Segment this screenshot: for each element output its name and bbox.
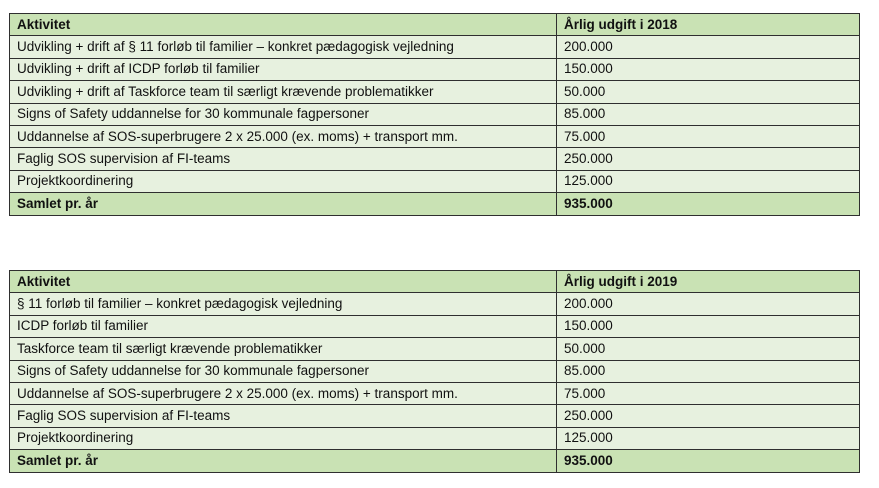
table-row: [10, 427, 860, 449]
table-row: [10, 125, 860, 147]
activity-cell: Udvikling + drift af § 11 forløb til familier – konkret pædagogisk vejledning: [10, 36, 557, 58]
activity-cell: Taskforce team til særligt krævende problematikker: [10, 338, 557, 360]
total-value: 935.000: [557, 450, 860, 472]
cost-cell: 250.000: [557, 148, 860, 170]
table-row: [10, 338, 860, 360]
activity-cell: Faglig SOS supervision af FI-teams: [10, 148, 557, 170]
activity-cell: Udvikling + drift af Taskforce team til særligt krævende problematikker: [10, 81, 557, 103]
table-row: [10, 81, 860, 103]
activity-column-header: Aktivitet: [10, 14, 557, 36]
total-label: Samlet pr. år: [10, 193, 557, 215]
total-label: Samlet pr. år: [10, 450, 557, 472]
table-header-row: [10, 14, 860, 36]
cost-cell: 50.000: [557, 338, 860, 360]
cost-cell: 75.000: [557, 125, 860, 147]
cost-cell: 50.000: [557, 81, 860, 103]
budget-table-2018: [9, 13, 860, 216]
table-row: [10, 170, 860, 192]
cost-cell: 200.000: [557, 293, 860, 315]
cost-cell: 85.000: [557, 360, 860, 382]
activity-cell: ICDP forløb til familier: [10, 315, 557, 337]
activity-cell: Signs of Safety uddannelse for 30 kommunale fagpersoner: [10, 103, 557, 125]
table-total-row: [10, 450, 860, 472]
activity-cell: Uddannelse af SOS-superbrugere 2 x 25.000 (ex. moms) + transport mm.: [10, 382, 557, 404]
table-row: [10, 293, 860, 315]
activity-cell: Faglig SOS supervision af FI-teams: [10, 405, 557, 427]
table-row: [10, 315, 860, 337]
table-row: [10, 405, 860, 427]
activity-cell: Udvikling + drift af ICDP forløb til familier: [10, 58, 557, 80]
table-row: [10, 360, 860, 382]
activity-cell: Uddannelse af SOS-superbrugere 2 x 25.000 (ex. moms) + transport mm.: [10, 125, 557, 147]
table-row: [10, 36, 860, 58]
table-row: [10, 382, 860, 404]
activity-cell: Signs of Safety uddannelse for 30 kommunale fagpersoner: [10, 360, 557, 382]
cost-cell: 150.000: [557, 315, 860, 337]
cost-cell: 125.000: [557, 427, 860, 449]
table-row: [10, 58, 860, 80]
budget-table-2019: [9, 270, 860, 473]
activity-cell: § 11 forløb til familier – konkret pædagogisk vejledning: [10, 293, 557, 315]
activity-cell: Projektkoordinering: [10, 170, 557, 192]
total-value: 935.000: [557, 193, 860, 215]
cost-cell: 250.000: [557, 405, 860, 427]
cost-cell: 85.000: [557, 103, 860, 125]
table-row: [10, 148, 860, 170]
table-row: [10, 103, 860, 125]
cost-column-header: Årlig udgift i 2018: [557, 14, 860, 36]
cost-cell: 75.000: [557, 382, 860, 404]
table-header-row: [10, 271, 860, 293]
cost-cell: 200.000: [557, 36, 860, 58]
activity-cell: Projektkoordinering: [10, 427, 557, 449]
activity-column-header: Aktivitet: [10, 271, 557, 293]
cost-column-header: Årlig udgift i 2019: [557, 271, 860, 293]
cost-cell: 125.000: [557, 170, 860, 192]
table-total-row: [10, 193, 860, 215]
cost-cell: 150.000: [557, 58, 860, 80]
